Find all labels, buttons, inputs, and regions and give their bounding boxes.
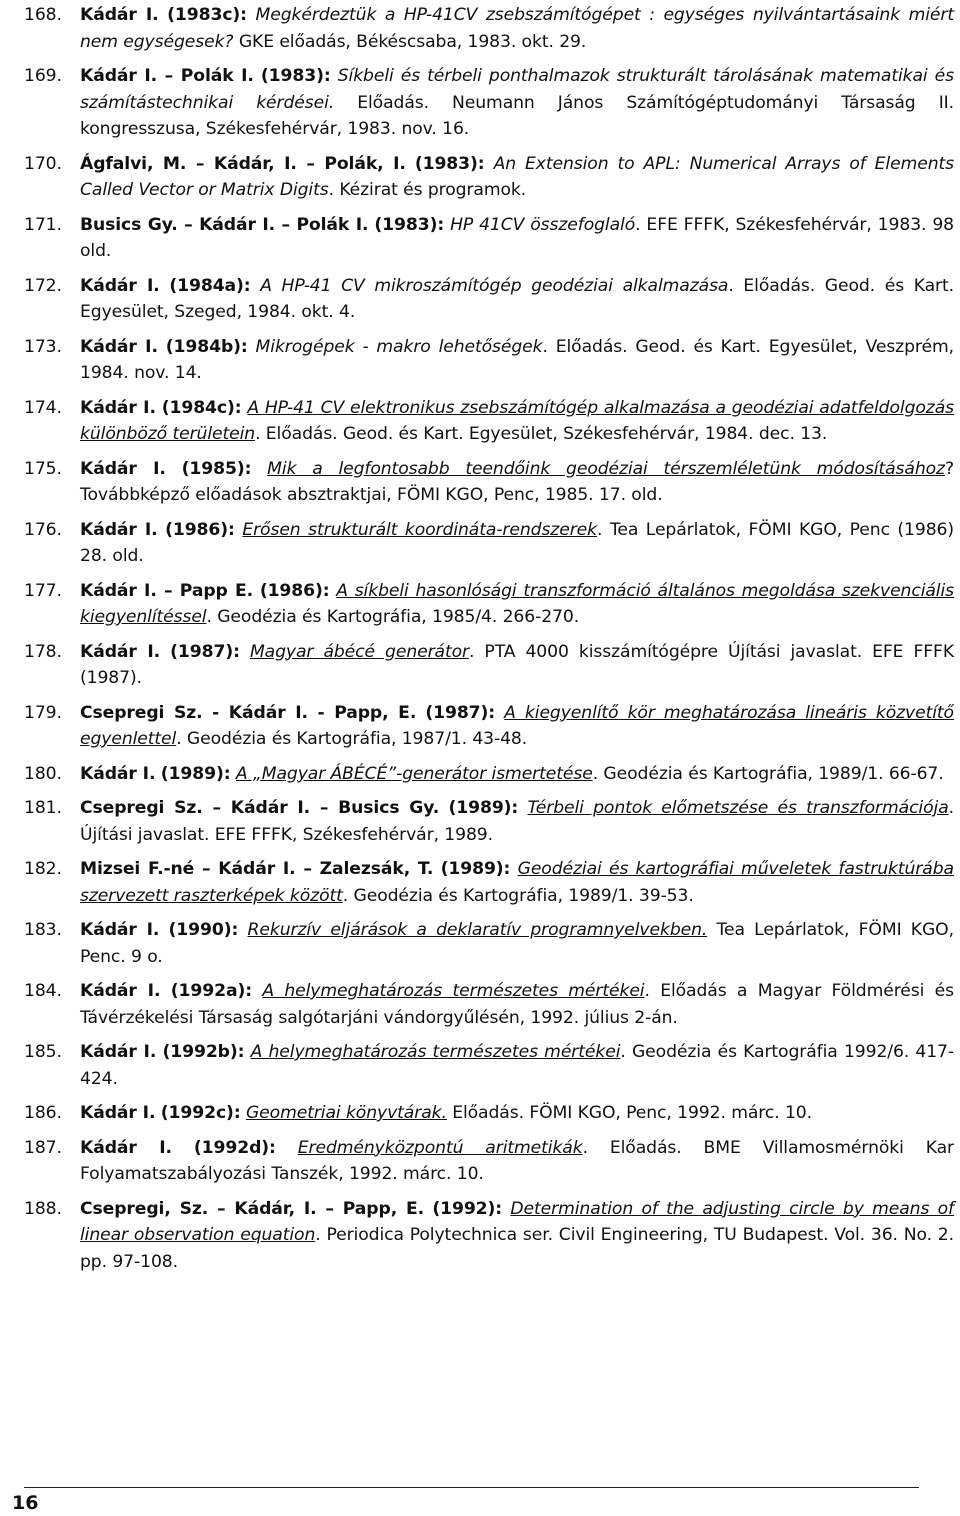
reference-authors: Mizsei F.-né – Kádár I. – Zalezsák, T. bbox=[80, 859, 434, 879]
reference-number: 171. bbox=[24, 214, 62, 235]
reference-title: A síkbeli hasonlósági transzformáció általános megoldása szekvenciális kiegyenlítéssel bbox=[80, 580, 955, 627]
reference-title: Magyar ábécé generátor bbox=[249, 641, 470, 662]
reference-title: Rekurzív eljárások a deklaratív programnyelvekben. bbox=[247, 920, 708, 940]
reference-entry bbox=[24, 1039, 954, 1092]
reference-year: (1992d): bbox=[193, 1137, 276, 1158]
reference-authors: Kádár I. bbox=[80, 981, 161, 1001]
reference-entry bbox=[24, 856, 954, 909]
reference-authors: Kádár I. bbox=[80, 458, 166, 479]
reference-year: (1983): bbox=[414, 153, 485, 174]
reference-title: Determination of the adjusting circle by means of linear observation equation bbox=[80, 1198, 954, 1245]
reference-entry bbox=[24, 456, 954, 509]
reference-authors: Kádár I. bbox=[80, 336, 158, 357]
reference-year: (1992b): bbox=[162, 1042, 245, 1062]
reference-title: Geodéziai és kartográfiai műveletek fastruktúrába szervezett raszterképek között bbox=[80, 859, 954, 906]
reference-details: . Periodica Polytechnica ser. Civil Engineering, TU Budapest. Vol. 36. No. 2. pp. 97-108. bbox=[80, 1225, 954, 1272]
reference-title: Erősen strukturált koordináta-rendszerek bbox=[242, 519, 597, 540]
reference-details: . Előadás a Magyar Földmérési és Távérzékelési Társaság salgótarjáni vándorgyűlésén, 1992. július 2-án. bbox=[80, 981, 954, 1028]
reference-details: . Geodézia és Kartográfia, 1989/1. 66-67. bbox=[592, 763, 944, 784]
reference-details: . Geodézia és Kartográfia, 1989/1. 39-53. bbox=[342, 885, 694, 906]
reference-authors: Kádár I. bbox=[80, 1103, 156, 1123]
reference-year: (1986): bbox=[259, 580, 330, 601]
reference-title: A HP-41 CV elektronikus zsebszámítógép alkalmazása a geodéziai adatfeldolgozás különböző területein bbox=[80, 397, 955, 444]
reference-entry bbox=[24, 273, 954, 326]
reference-authors: Kádár I. bbox=[80, 1042, 157, 1062]
reference-authors: Csepregi, Sz. – Kádár, I. – Papp, E. bbox=[80, 1198, 425, 1219]
reference-year: (1992c): bbox=[160, 1103, 241, 1123]
reference-title: A helymeghatározás természetes mértékei bbox=[250, 1042, 621, 1062]
reference-authors: Kádár I. bbox=[80, 763, 156, 784]
reference-year: (1984c): bbox=[161, 397, 242, 418]
reference-authors: Kádár I. bbox=[80, 397, 156, 418]
reference-details: Előadás. FÖMI KGO, Penc, 1992. márc. 10. bbox=[446, 1103, 812, 1123]
reference-title: Mikrogépek - makro lehetőségek bbox=[255, 336, 543, 357]
reference-entry bbox=[24, 1196, 954, 1276]
reference-entry bbox=[24, 517, 954, 570]
reference-list bbox=[24, 2, 954, 1275]
reference-details: . Újítási javaslat. EFE FFFK, Székesfehérvár, 1989. bbox=[80, 798, 955, 845]
reference-number: 187. bbox=[24, 1137, 62, 1158]
reference-entry bbox=[24, 395, 954, 448]
reference-details: Előadás. Neumann János Számítógéptudományi Társaság II. kongresszusa, Székesfehérvár, 1983. nov. 16. bbox=[80, 92, 954, 139]
reference-year: (1984b): bbox=[165, 336, 248, 357]
reference-number: 172. bbox=[24, 275, 62, 296]
reference-details: . Tea Lepárlatok, FÖMI KGO, Penc (1986) 28. old. bbox=[80, 519, 954, 566]
reference-entry bbox=[24, 334, 954, 387]
reference-year: (1992): bbox=[432, 1198, 503, 1219]
reference-entry bbox=[24, 795, 954, 848]
reference-number: 186. bbox=[24, 1103, 62, 1123]
reference-title: Eredményközpontú aritmetikák bbox=[297, 1137, 583, 1158]
reference-title: An Extension to APL: Numerical Arrays of Elements Called Vector or Matrix Digits bbox=[80, 153, 954, 200]
reference-details: . Előadás. Geod. és Kart. Egyesület, Veszprém, 1984. nov. 14. bbox=[80, 336, 954, 383]
reference-authors: Csepregi Sz. – Kádár I. – Busics Gy. bbox=[80, 798, 440, 818]
reference-details: GKE előadás, Békéscsaba, 1983. okt. 29. bbox=[233, 31, 587, 52]
reference-authors: Ágfalvi, M. – Kádár, I. – Polák, I. bbox=[80, 153, 406, 174]
reference-number: 179. bbox=[24, 702, 62, 723]
reference-year: (1985): bbox=[181, 458, 252, 479]
reference-year: (1989): bbox=[160, 763, 231, 784]
reference-year: (1983): bbox=[260, 66, 331, 86]
reference-number: 168. bbox=[24, 5, 62, 25]
reference-entry bbox=[24, 917, 954, 970]
reference-number: 181. bbox=[24, 798, 62, 818]
reference-number: 184. bbox=[24, 981, 62, 1001]
reference-number: 176. bbox=[24, 519, 62, 540]
reference-details: . Kézirat és programok. bbox=[328, 180, 527, 200]
reference-authors: Kádár I. bbox=[80, 5, 159, 25]
reference-entry bbox=[24, 151, 954, 204]
reference-details: . Geodézia és Kartográfia 1992/6. 417-424. bbox=[80, 1042, 954, 1089]
reference-title: HP 41CV összefoglaló bbox=[450, 214, 636, 235]
reference-year: (1984a): bbox=[169, 275, 251, 296]
reference-entry bbox=[24, 639, 954, 692]
reference-year: (1983): bbox=[374, 214, 445, 235]
reference-details: . Előadás. BME Villamosmérnöki Kar Folyamatszabályozási Tanszék, 1992. márc. 10. bbox=[80, 1137, 954, 1184]
reference-number: 173. bbox=[24, 336, 62, 357]
reference-authors: Busics Gy. – Kádár I. – Polák I. bbox=[80, 214, 369, 235]
reference-title: Mik a legfontosabb teendőink geodéziai térszemléletünk módosításához bbox=[267, 458, 945, 479]
reference-year: (1990): bbox=[168, 920, 239, 940]
reference-number: 183. bbox=[24, 920, 62, 940]
reference-authors: Kádár I. – Papp E. bbox=[80, 580, 254, 601]
reference-authors: Kádár I. bbox=[80, 275, 160, 296]
reference-year: (1983c): bbox=[167, 5, 247, 25]
reference-number: 170. bbox=[24, 153, 62, 174]
reference-title: Síkbeli és térbeli ponthalmazok strukturált tárolásának matematikai és számítástechnikai kérdései. bbox=[80, 66, 954, 113]
reference-title: A „Magyar ÁBÉCÉ”-generátor ismertetése bbox=[235, 763, 593, 784]
footer-divider bbox=[24, 1487, 919, 1488]
reference-year: (1989): bbox=[440, 859, 511, 879]
reference-number: 177. bbox=[24, 580, 62, 601]
reference-year: (1992a): bbox=[170, 981, 252, 1001]
reference-title: Térbeli pontok előmetszése és transzformációja bbox=[527, 798, 949, 818]
reference-number: 182. bbox=[24, 859, 62, 879]
reference-details: . PTA 4000 kisszámítógépre Újítási javaslat. EFE FFFK (1987). bbox=[80, 641, 955, 688]
page-number: 16 bbox=[12, 1492, 39, 1514]
reference-entry bbox=[24, 978, 954, 1031]
reference-title: A helymeghatározás természetes mértékei bbox=[262, 981, 645, 1001]
reference-entry bbox=[24, 1135, 954, 1188]
reference-year: (1987): bbox=[425, 702, 496, 723]
reference-entry bbox=[24, 2, 954, 55]
reference-title: A kiegyenlítő kör meghatározása lineáris közvetítő egyenlettel bbox=[80, 702, 954, 749]
reference-authors: Kádár I. – Polák I. bbox=[80, 66, 254, 86]
reference-number: 169. bbox=[24, 66, 62, 86]
reference-authors: Kádár I. bbox=[80, 1137, 172, 1158]
reference-entry bbox=[24, 761, 954, 788]
reference-number: 175. bbox=[24, 458, 62, 479]
reference-authors: Kádár I. bbox=[80, 519, 158, 540]
reference-title: Megkérdeztük a HP-41CV zsebszámítógépet : egységes nyilvántartásaink miért nem egységesek? bbox=[80, 5, 954, 52]
reference-authors: Csepregi Sz. - Kádár I. - Papp, E. bbox=[80, 702, 417, 723]
reference-number: 185. bbox=[24, 1042, 62, 1062]
reference-title: Geometriai könyvtárak. bbox=[245, 1103, 447, 1123]
reference-details: . Előadás. Geod. és Kart. Egyesület, Székesfehérvár, 1984. dec. 13. bbox=[255, 424, 828, 444]
reference-title: A HP-41 CV mikroszámítógép geodéziai alkalmazása bbox=[260, 275, 729, 296]
reference-entry bbox=[24, 63, 954, 143]
reference-year: (1989): bbox=[448, 798, 519, 818]
reference-entry bbox=[24, 212, 954, 265]
reference-number: 180. bbox=[24, 763, 62, 784]
reference-year: (1986): bbox=[165, 519, 235, 540]
reference-details: . Előadás. Geod. és Kart. Egyesület, Szeged, 1984. okt. 4. bbox=[80, 275, 954, 322]
reference-details: . Geodézia és Kartográfia, 1985/4. 266-270. bbox=[206, 607, 580, 627]
reference-details: ? Továbbképző előadások absztraktjai, FÖMI KGO, Penc, 1985. 17. old. bbox=[80, 458, 954, 505]
reference-number: 178. bbox=[24, 641, 62, 662]
reference-details: . EFE FFFK, Székesfehérvár, 1983. 98 old. bbox=[80, 214, 954, 261]
reference-year: (1987): bbox=[170, 641, 240, 662]
reference-entry bbox=[24, 578, 954, 631]
reference-authors: Kádár I. bbox=[80, 641, 161, 662]
reference-number: 174. bbox=[24, 397, 62, 418]
reference-details: Tea Lepárlatok, FÖMI KGO, Penc. 9 o. bbox=[80, 920, 954, 967]
reference-details: . Geodézia és Kartográfia, 1987/1. 43-48. bbox=[176, 729, 528, 749]
reference-number: 188. bbox=[24, 1198, 62, 1219]
reference-entry bbox=[24, 1100, 954, 1127]
reference-authors: Kádár I. bbox=[80, 920, 160, 940]
reference-entry bbox=[24, 700, 954, 753]
